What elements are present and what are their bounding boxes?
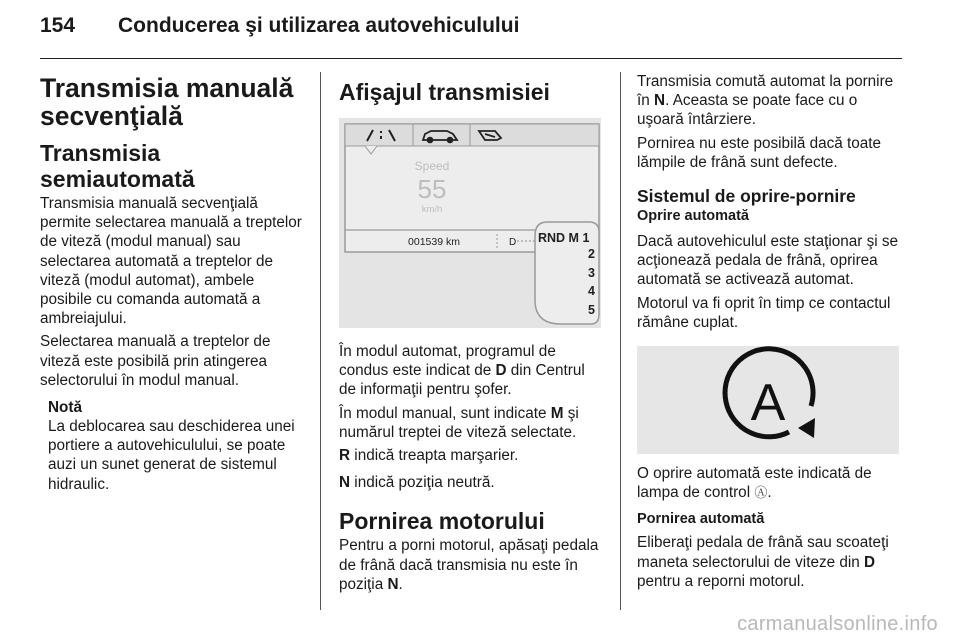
- note-text: La deblocarea sau deschiderea unei portiere a autovehiculului, se poate auzi un sunet generat de sistemul hidraulic.: [48, 418, 295, 493]
- paragraph-automatic-mode: În modul automat, programul de condus este indicat de D din Centrul de informaţii pentru şofer.: [339, 343, 585, 399]
- column-1: [40, 72, 306, 494]
- subsection-title-semiautomatic: Transmisia semiautomată: [40, 140, 195, 192]
- page-header: [40, 14, 519, 44]
- note-box: [40, 398, 306, 494]
- gear-2: 2: [588, 247, 595, 261]
- column-divider-2: [620, 72, 621, 610]
- section-title-engine-start: Pornirea motorului: [339, 508, 545, 535]
- autostop-lamp-illustration: [637, 346, 899, 454]
- paragraph-manual-mode: În modul manual, sunt indicate M şi numărul treptei de viteză selectate.: [339, 404, 579, 441]
- gear-3: 3: [588, 266, 595, 280]
- section-title-display: Afişajul transmisiei: [339, 79, 550, 105]
- section-title-stop-start: Sistemul de oprire-pornire: [637, 186, 856, 207]
- paragraph-brake-lamps: Pornirea nu este posibilă dacă toate lămpile de frână sunt defecte.: [637, 134, 882, 171]
- subheading-autostop: Oprire automată: [637, 208, 749, 225]
- odometer-readout: 001539 km: [408, 236, 460, 248]
- page-number: 154: [40, 14, 76, 37]
- column-3: [637, 72, 903, 591]
- speed-unit: km/h: [421, 204, 443, 215]
- paragraph-autostart: Eliberaţi pedala de frână sau scoateţi maneta selectorului de viteze din D pentru a reporni motorul.: [637, 534, 889, 590]
- header-divider: [40, 58, 902, 59]
- autostop-letter: A: [750, 374, 786, 433]
- column-2: [339, 72, 601, 594]
- paragraph-autostop: Dacă autovehiculul este staţionar şi se acţionează pedala de frână, oprirea automată se activează automat.: [637, 233, 899, 289]
- gear-5: 5: [588, 303, 595, 317]
- subheading-autostart: Pornirea automată: [637, 511, 765, 528]
- transmission-display-illustration: [339, 118, 601, 328]
- gear-callout-header: RND M 1: [538, 231, 590, 245]
- autostop-icon: [637, 346, 899, 454]
- paragraph-auto-neutral: Transmisia comută automat la pornire în N. Aceasta se poate face cu o uşoară întârziere.: [637, 73, 894, 129]
- watermark: carmanualsonline.info: [737, 613, 938, 635]
- speed-label: Speed: [414, 159, 450, 173]
- paragraph-neutral: N indică poziţia neutră.: [339, 474, 495, 492]
- autostop-lamp-icon: Ⓐ: [754, 485, 768, 501]
- paragraph-engine-start: Pentru a porni motorul, apăsaţi pedala de frână dacă transmisia nu este în poziţia N.: [339, 537, 599, 593]
- paragraph-autostop-indicator: O oprire automată este indicată de lampa de control Ⓐ.: [637, 465, 872, 502]
- paragraph-intro: Transmisia manuală secvenţială permite selectarea manuală a treptelor de viteză (modul manual) sau selectarea automată a treptelor de viteză (modul automat), ambele posibile cu comanda automată a ambreiajului.: [40, 195, 302, 328]
- gear-indicator-d: D: [509, 237, 517, 248]
- paragraph-reverse: R indică treapta marşarier.: [339, 447, 519, 465]
- speed-value: 55: [417, 174, 447, 204]
- column-divider-1: [320, 72, 321, 610]
- paragraph-engine-off: Motorul va fi oprit în timp ce contactul rămâne cuplat.: [637, 294, 891, 331]
- note-title: Notă: [48, 399, 82, 417]
- paragraph-manual-selection: Selectarea manuală a treptelor de viteză este posibilă prin atingerea selectorului în modul manual.: [40, 333, 271, 389]
- instrument-cluster-drawing: [339, 118, 601, 328]
- gear-4: 4: [588, 284, 595, 298]
- section-title-sequential: Transmisia manuală secvenţială: [40, 73, 294, 131]
- chapter-title: Conducerea şi utilizarea autovehiculului: [118, 14, 520, 37]
